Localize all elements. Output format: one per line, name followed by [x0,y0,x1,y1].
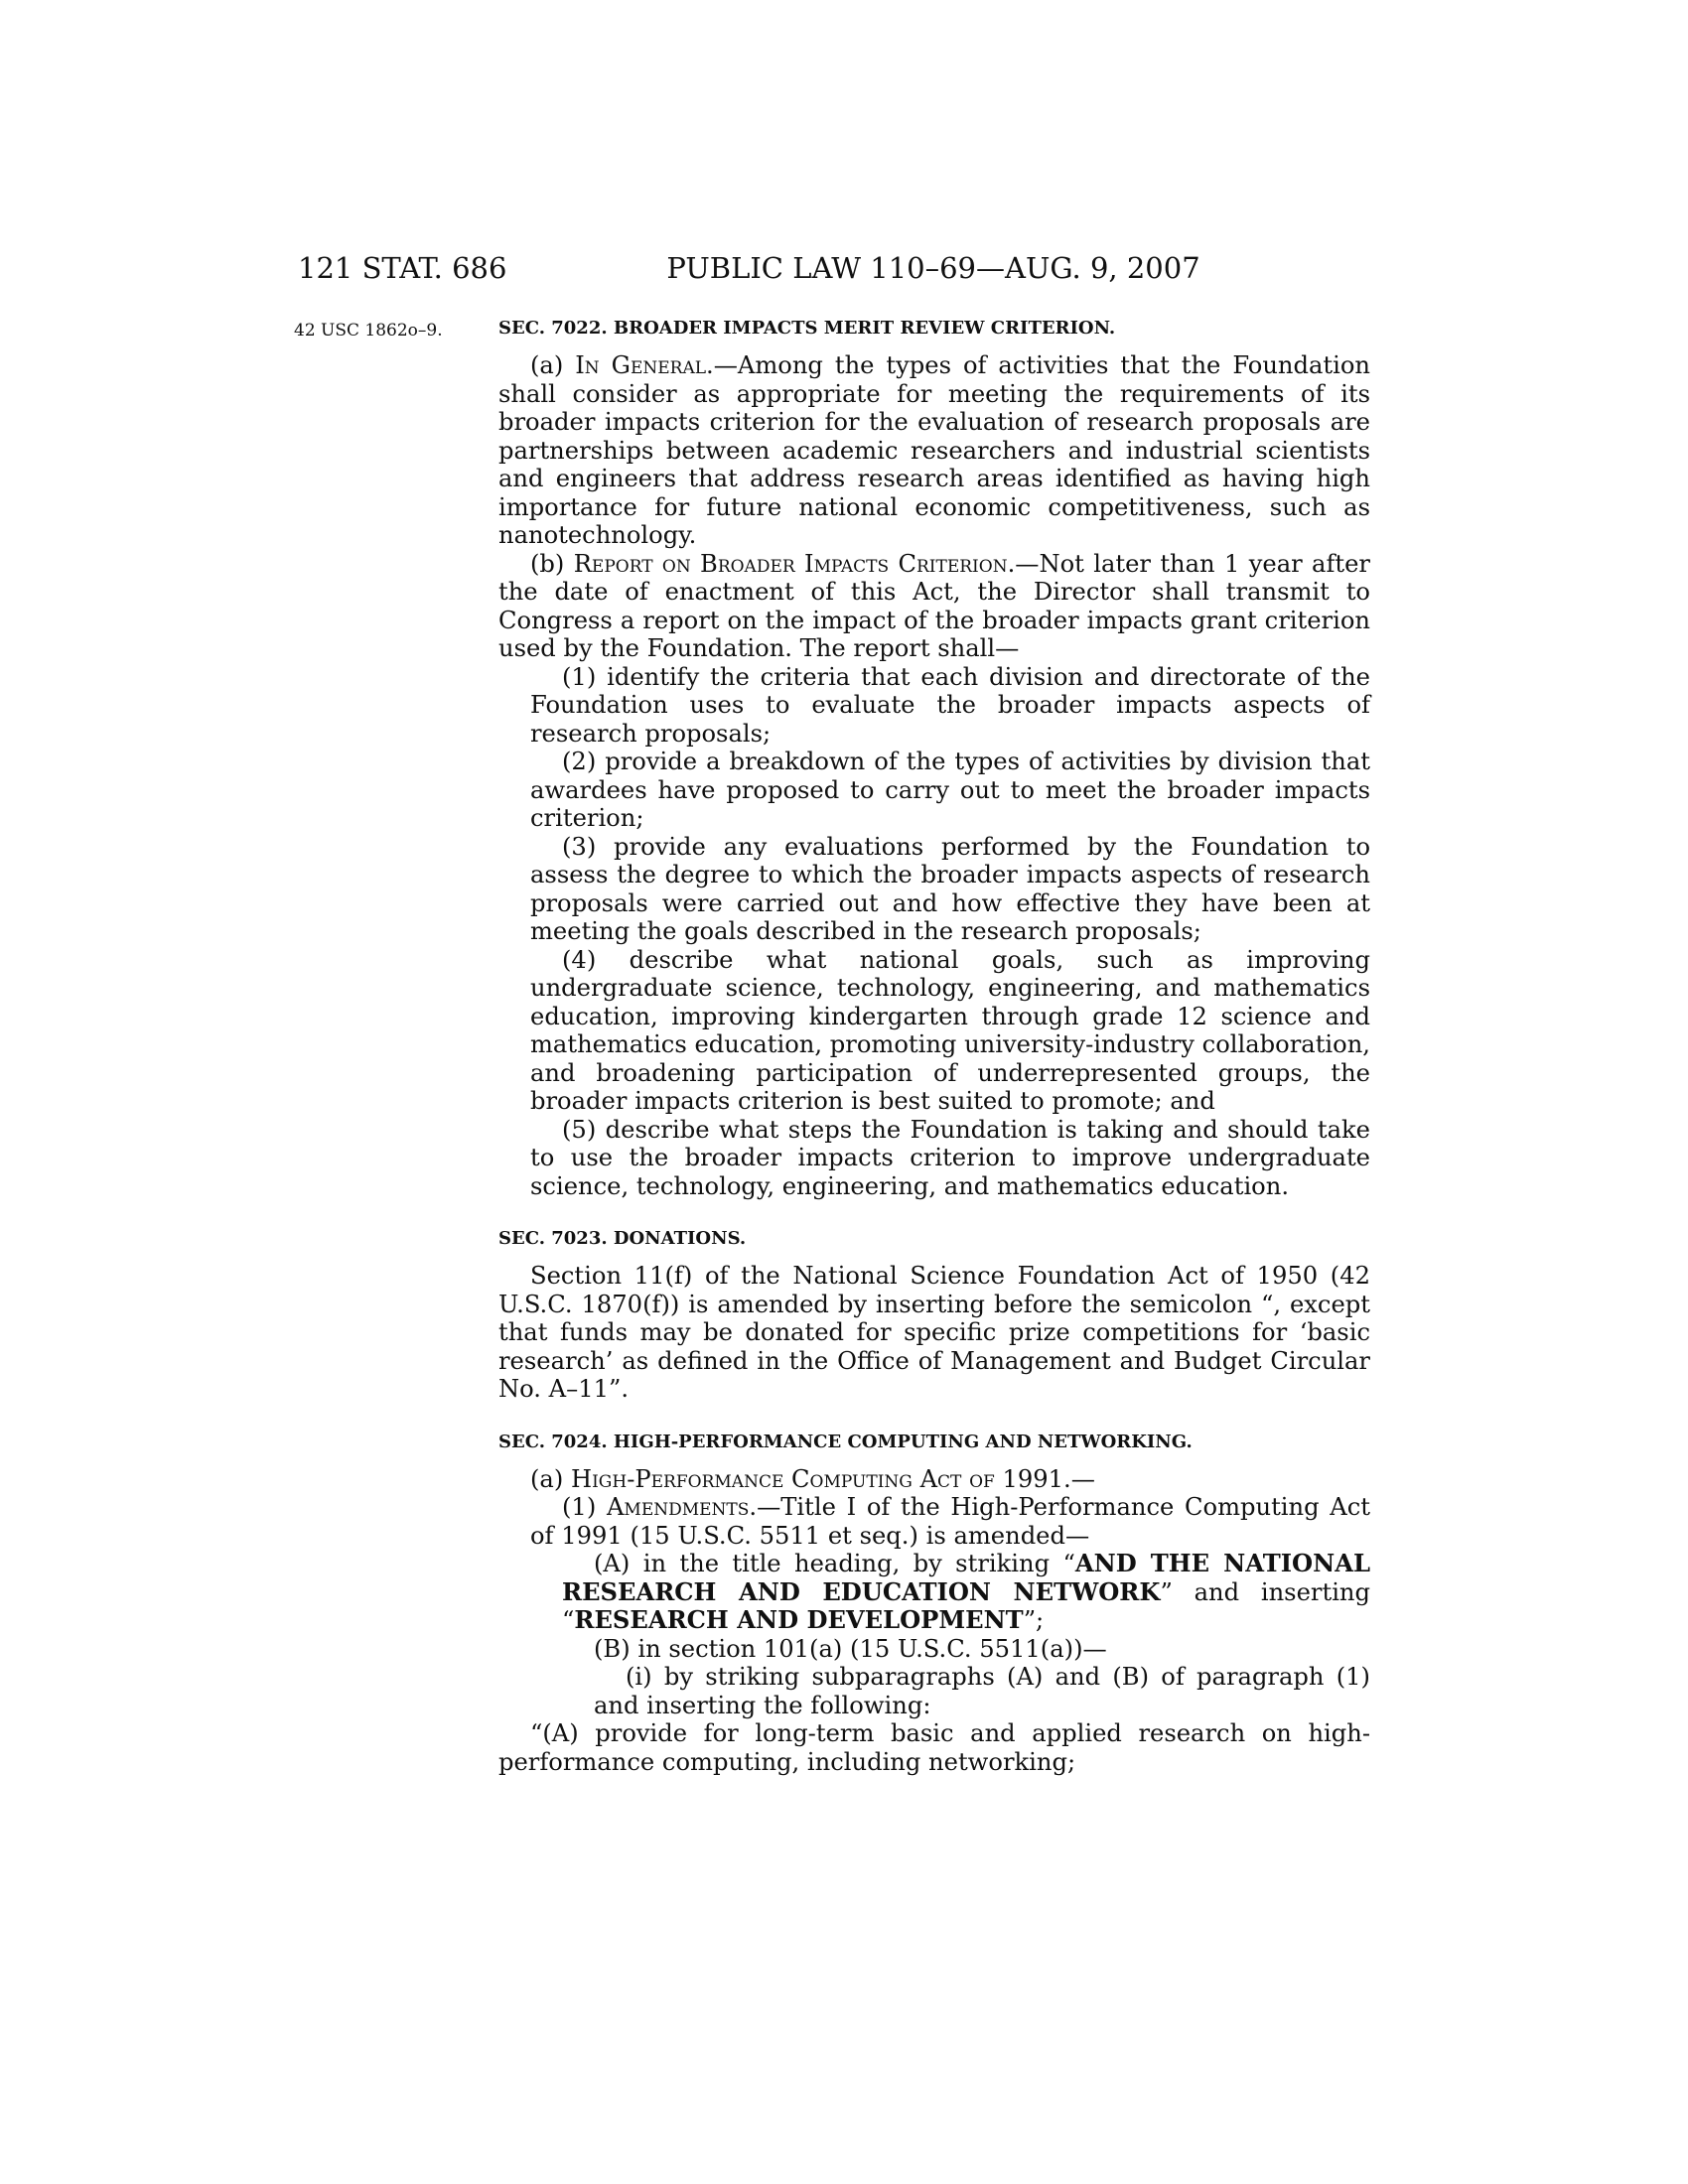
subparagraph-B: (B) in section 101(a) (15 U.S.C. 5511(a))— [594,1634,1107,1663]
subparagraph-A: (A) in the title heading, by striking “AND THE NATIONAL RESEARCH AND EDUCATION NETWORK” and inserting “RESEARCH AND DEVELOPMENT”; [562,1549,1371,1634]
section-heading-7022: SEC. 7022. BROADER IMPACTS MERIT REVIEW CRITERION. [498,318,1116,339]
margin-note: 42 USC 1862o–9. [294,321,443,341]
subsection-a-hpc-act: (a) High-Performance Computing Act of 1991.— [530,1464,1095,1493]
struck-title-text: AND THE NATIONAL RESEARCH AND EDUCATION NETWORK [562,1549,1371,1606]
section-heading-7024: SEC. 7024. HIGH-PERFORMANCE COMPUTING AND NETWORKING. [498,1431,1193,1452]
subsection-label: Report on Broader Impacts Criterion. [573,549,1016,578]
subsection-b-report: (b) Report on Broader Impacts Criterion.—Not later than 1 year after the date of enactment of this Act, the Director shall transmit to Congress a report on the impact of the broader impacts grant criterion used by the Foundation. The report shall— [498,549,1370,662]
body-column [498,316,1370,1776]
paragraph-item: (4) describe what national goals, such as improving undergraduate science, technology, engineering, and mathematics education, improving kindergarten through grade 12 science and mathematics education, promoting university-industry collaboration, and broadening participation of underrepresented groups, the broader impacts criterion is best suited to promote; and [530,945,1370,1115]
inserted-title-text: RESEARCH AND DEVELOPMENT [574,1605,1024,1634]
clause-i: (i) by striking subparagraphs (A) and (B) of paragraph (1) and inserting the following: [594,1663,1370,1719]
subsection-a-general: (a) In General.—Among the types of activities that the Foundation shall consider as appropriate for meeting the requirements of its broader impacts criterion for the evaluation of research proposals are partnerships between academic researchers and industrial scientists and engineers that address research areas identified as having high importance for future national economic competitiveness, such as nanotechnology. [498,351,1370,549]
public-law-title: PUBLIC LAW 110–69—AUG. 9, 2007 [666,251,1200,285]
page-header [0,243,1688,293]
paragraph-item: (3) provide any evaluations performed by the Foundation to assess the degree to which the broader impacts aspects of research proposals were carried out and how effective they have been at meeting the goals described in the research proposals; [530,832,1370,945]
stat-citation: 121 STAT. 686 [298,251,507,285]
subsection-label: In General. [575,351,714,379]
paragraph-label: Amendments. [606,1493,758,1521]
paragraph-item: (2) provide a breakdown of the types of activities by division that awardees have proposed to carry out to meet the broader impacts criterion; [530,748,1370,832]
paragraph-item: (5) describe what steps the Foundation is taking and should take to use the broader impacts criterion to improve undergraduate science, technology, engineering, and mathematics education. [530,1115,1370,1200]
section-7023-text: Section 11(f) of the National Science Foundation Act of 1950 (42 U.S.C. 1870(f)) is amended by inserting before the semicolon “, except that funds may be donated for specific prize competitions for ‘basic research’ as defined in the Office of Management and Budget Circular No. A–11”. [498,1262,1370,1403]
subsection-label: High-Performance Computing Act of 1991. [570,1464,1071,1493]
paragraph-item: (1) identify the criteria that each division and directorate of the Foundation uses to evaluate the broader impacts aspects of research proposals; [530,662,1370,748]
quoted-subparagraph-A: “(A) provide for long-term basic and applied research on high-performance computing, including networking; [498,1719,1370,1776]
paragraph-amendments: (1) Amendments.—Title I of the High-Performance Computing Act of 1991 (15 U.S.C. 5511 et seq.) is amended— [530,1493,1371,1550]
section-heading-7023: SEC. 7023. DONATIONS. [498,1228,747,1249]
